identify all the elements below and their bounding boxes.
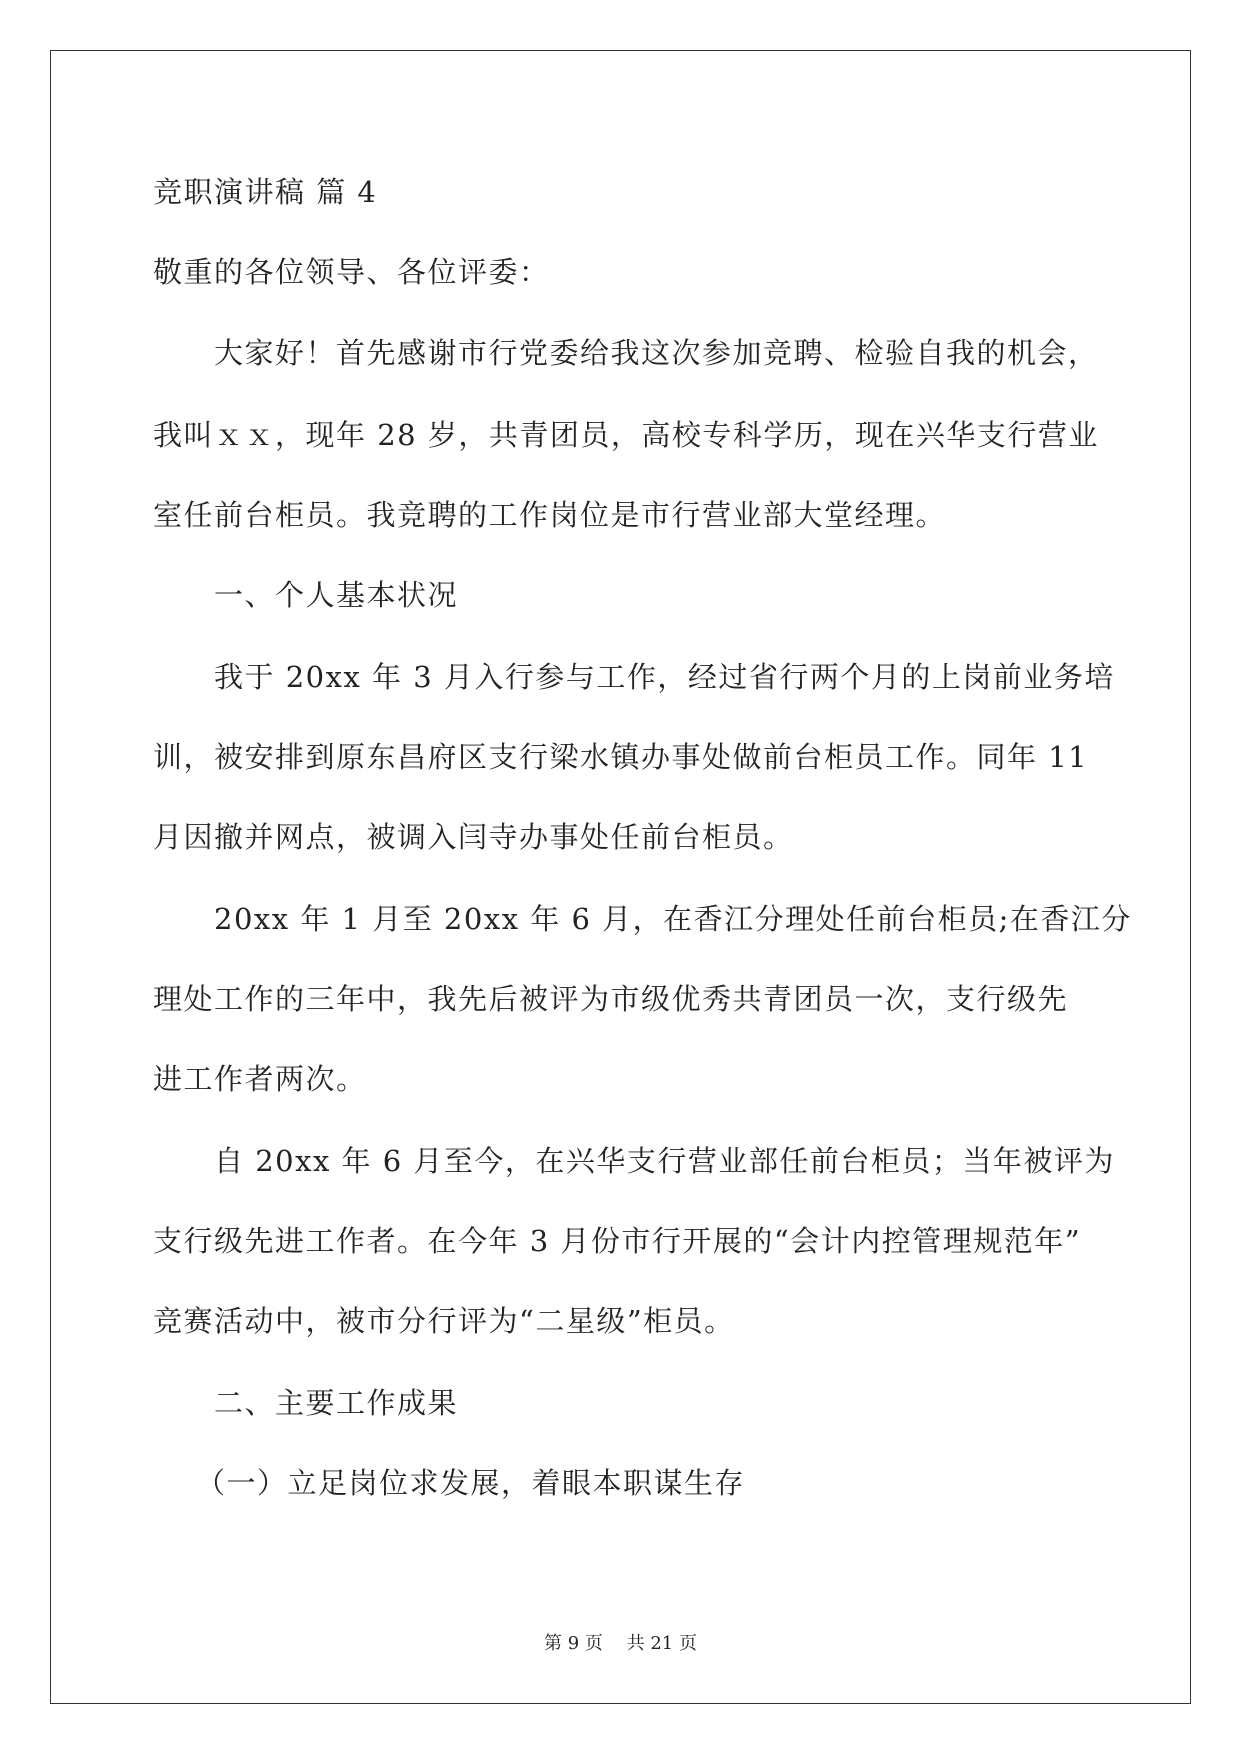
paragraph-line-1: 大家好！首先感谢市行党委给我这次参加竞聘、检验自我的机会，: [214, 336, 1099, 370]
paragraph-line-3: 室任前台柜员。我竞聘的工作岗位是市行营业部大堂经理。: [153, 498, 947, 532]
page-border: [50, 50, 1191, 1704]
paragraph-line-13: 竞赛活动中，被市分行评为“二星级”柜员。: [153, 1304, 735, 1338]
section-heading-2: 二、主要工作成果: [214, 1386, 459, 1420]
paragraph-line-9: 理处工作的三年中，我先后被评为市级优秀共青团员一次，支行级先: [153, 982, 1069, 1016]
paragraph-line-2: 我叫ｘｘ，现年 28 岁，共青团员，高校专科学历，现在兴华支行营业: [153, 418, 1099, 452]
paragraph-line-10: 进工作者两次。: [153, 1062, 367, 1096]
document-title: 竞职演讲稿 篇 4: [153, 175, 378, 209]
paragraph-line-11: 自 20xx 年 6 月至今，在兴华支行营业部任前台柜员；当年被评为: [214, 1144, 1115, 1178]
section-heading-1: 一、个人基本状况: [214, 578, 459, 612]
page-number-footer: 第 9 页 共 21 页: [544, 1633, 697, 1654]
salutation: 敬重的各位领导、各位评委：: [153, 255, 550, 289]
paragraph-line-8: 20xx 年 1 月至 20xx 年 6 月，在香江分理处任前台柜员;在香江分: [214, 902, 1132, 936]
paragraph-line-6: 训，被安排到原东昌府区支行梁水镇办事处做前台柜员工作。同年 11: [153, 740, 1089, 774]
paragraph-line-7: 月因撤并网点，被调入闫寺办事处任前台柜员。: [153, 820, 794, 854]
subsection-heading-1: （一）立足岗位求发展，着眼本职谋生存: [196, 1466, 746, 1500]
paragraph-line-5: 我于 20xx 年 3 月入行参与工作，经过省行两个月的上岗前业务培: [214, 660, 1115, 694]
paragraph-line-12: 支行级先进工作者。在今年 3 月份市行开展的“会计内控管理规范年”: [153, 1224, 1082, 1258]
